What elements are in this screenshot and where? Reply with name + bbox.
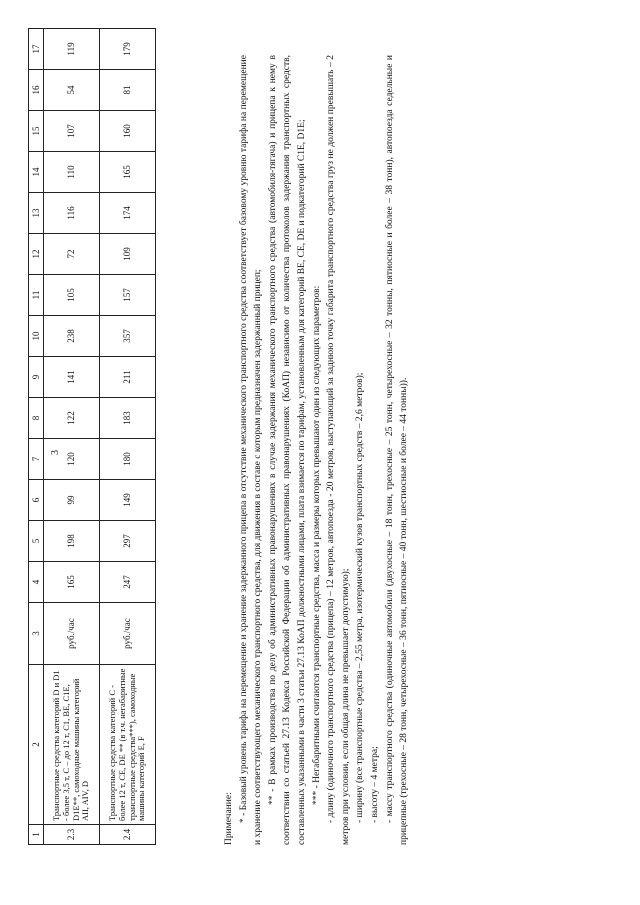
table-cell: 119 [44,29,100,70]
table-cell: 141 [44,357,100,398]
column-header: 13 [29,193,44,234]
note-paragraph: *** - Негабаритными считаются транспортные средства, масса и размеры которых превышают один из следующих параметров: [311,285,322,805]
note-paragraph: - ширину (все транспортные средства – 2,55 метра, изотермический кузов транспортных средств – 2,6 метров); [355,372,366,823]
column-header: 1 [29,825,44,845]
table-cell: 72 [44,234,100,275]
table-cell: 109 [100,234,156,275]
column-header: 2 [29,665,44,825]
table-cell: 110 [44,152,100,193]
table-cell: 211 [100,357,156,398]
table-cell: 149 [100,480,156,521]
table-cell: 116 [44,193,100,234]
table-cell: 179 [100,29,156,70]
row-number: 2.3 [44,825,100,845]
table-cell: 120 [44,439,100,480]
table-cell: 357 [100,316,156,357]
table-cell: 160 [100,111,156,152]
tariff-table [28,28,156,845]
note-paragraph: - высоту – 4 метра; [369,746,380,823]
table-cell: 174 [100,193,156,234]
table-cell: 107 [44,111,100,152]
column-header: 14 [29,152,44,193]
column-header: 12 [29,234,44,275]
row-unit: руб./час [44,603,100,665]
note-paragraph: - длину (одиночного транспортного средства (прицепа) – 12 метров, автопоезда - 20 метров, выступающий за заднюю точку габарита транспортного средства груз не должен превышать – 2 метров при условии, если общая длина не превышает допустимую); [326,55,351,845]
row-description: Транспортные средства категорий C - более 12 т, CE, DE ** (в т.ч. негабаритные транспортные средства***), самоходные машины категорий E, F [100,665,156,825]
row-number: 2.4 [100,825,156,845]
column-header: 4 [29,562,44,603]
table-cell: 297 [100,521,156,562]
table-cell: 198 [44,521,100,562]
column-header: 6 [29,480,44,521]
note-paragraph: - массу транспортного средства (одиночные автомобили (двухосные – 18 тонн, трехосные – 25 тонн, четырехосные – 32 тонны, пятиосные и более – 38 тонн), автопоезда седельные и прицепные (трехосные – 28 тонн, четырехосные – 36 тонн, пятиосные – 40 тонн, шестиосные и более – 44 тонны)). [384,55,410,845]
table-cell: 180 [100,439,156,480]
table-cell: 54 [44,70,100,111]
table-cell: 165 [44,562,100,603]
table-cell: 99 [44,480,100,521]
column-header: 5 [29,521,44,562]
column-header: 15 [29,111,44,152]
column-header: 8 [29,398,44,439]
table-cell: 81 [100,70,156,111]
row-unit: руб./час [100,603,156,665]
table-row [100,29,156,845]
notes-title: Примечание: [224,792,234,845]
table-cell: 122 [44,398,100,439]
note-paragraph: ** - В рамках производства по делу об административных правонарушениях в случае задержания механического транспортного средства (автомобиля-тягача) и прицепа к нему в соответствии со статьей 27.13 Кодекса Российской Федерации об административных правонарушениях (КоАП) независимо от количества протоколов задержания транспортных средств, составленных указанными в части 3 статьи 27.13 КоАП должностными лицами, плата взимается по тарифам, установленным для категорий BE, CE, DE и подкатегорий C1E, D1E; [267,55,307,845]
column-header: 16 [29,70,44,111]
row-description: Транспортные средства категорий D и D1 - более 3,5 т, C – до 12 т, C1, BE, C1E, D1E**, самоходные машины категорий AII, AIV, D [44,665,100,825]
table-cell: 183 [100,398,156,439]
table-cell: 157 [100,275,156,316]
column-header: 3 [29,603,44,665]
table-row [44,29,100,845]
column-header: 7 [29,439,44,480]
table-header-row [29,29,44,845]
table-cell: 105 [44,275,100,316]
page-number: 3 [50,450,61,455]
table-cell: 238 [44,316,100,357]
column-header: 9 [29,357,44,398]
column-header: 17 [29,29,44,70]
column-header: 11 [29,275,44,316]
table-cell: 247 [100,562,156,603]
notes-section [222,55,412,845]
table-cell: 165 [100,152,156,193]
column-header: 10 [29,316,44,357]
note-paragraph: * - Базовый уровень тарифа на перемещение и хранение задержанного прицепа в отсутствие механического транспортного средства соответствует базовому уровню тарифа на перемещение и хранение соответствующего механического транспортного средства, для движения в составе с которым предназначен задержанный прицеп; [238,55,264,845]
